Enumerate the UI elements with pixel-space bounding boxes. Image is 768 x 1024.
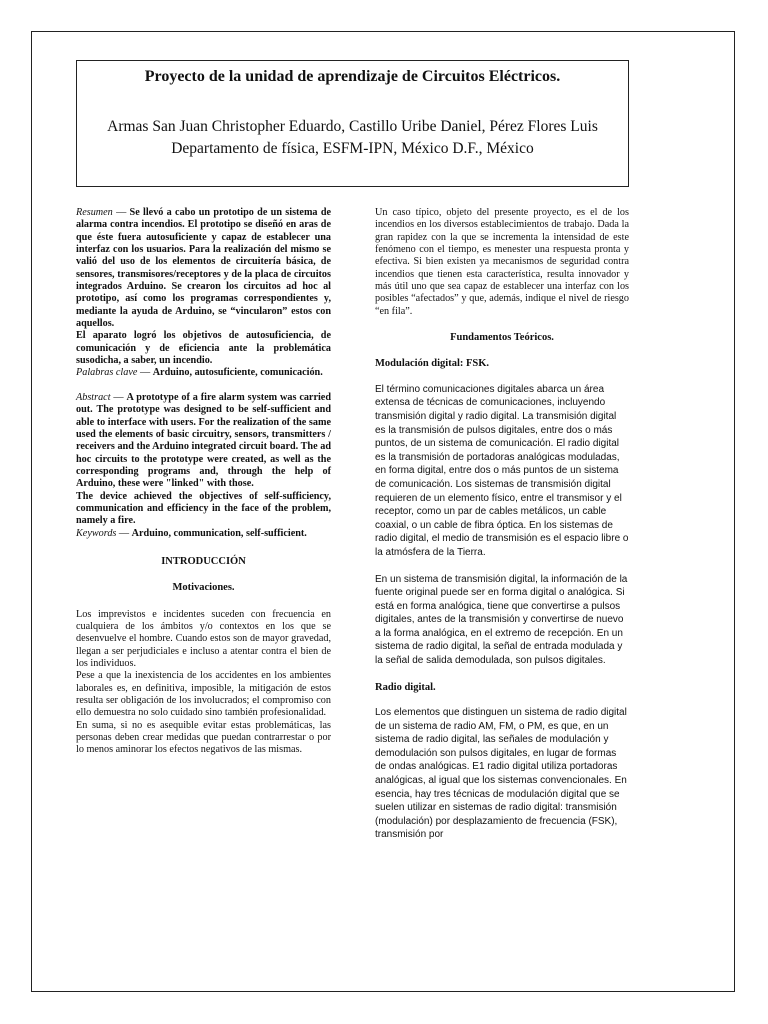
abstract-paragraph: [76, 392, 331, 491]
author-list: Armas San Juan Christopher Eduardo, Castillo Uribe Daniel, Pérez Flores Luis: [107, 118, 598, 135]
radio-paragraph-1: Los elementos que distinguen un sistema de radio digital de un sistema de radio AM, FM, o PM, es que, en un sistema de radio digital, las señales de modulación y demodulación son pulsos digitales, en lugar de formas de ondas analógicas. E1 radio digital utiliza portadoras analógicas, al igual que los sistemas convencionales. En esencia, hay tres técnicas de modulación digital que se suelen utilizar en sistemas de radio digital: transmisión (modulación) por desplazamiento de frecuencia (FSK), transmisión por: [375, 707, 627, 841]
fsk-heading: Modulación digital: FSK.: [375, 358, 490, 370]
intro-heading: INTRODUCCIÓN: [161, 555, 246, 567]
fsk-paragraph-2: En un sistema de transmisión digital, la información de la fuente original puede ser en forma digital o analógica. Si está en forma analógica, tiene que convertirse a pulsos digitales, antes de la transmisión y convertirse de nuevo a la forma analógica, en el extremo de recepción. En un sistema de radio digital, la señal de entrada modulada y la señal de salida demodulada, son pulsos digitales.: [375, 573, 628, 667]
abstract-dash: —: [110, 391, 127, 403]
title-block: [76, 60, 629, 187]
radio-digital-heading: Radio digital.: [375, 681, 436, 693]
paper-title: Proyecto de la unidad de aprendizaje de Circuitos Eléctricos.: [144, 68, 561, 85]
resumen-text: Se llevó a cabo un prototipo de un sistema de alarma contra incendios. El prototipo se diseñó en aras de que éste fuera autosuficiente y capaz de establecer una interfaz con los usuarios. Para la realización del mismo se valió del uso de los elementos de circuitería básica, de sensores, transmisores/receptores y de la placa de circuitos integrados Arduino. Se crearon los circuitos ad hoc al prototipo, así como los programas correspondientes y, mediante la ayuda de Arduino, se “vincularon” estos con aquellos.: [76, 207, 332, 330]
keywords-label: Keywords: [76, 527, 117, 539]
intro-continued: Un caso típico, objeto del presente proyecto, es el de los incendios en los diversos establecimientos de trabajo. Dada la gran rapidez con la que se incrementa la intensidad de este fenómeno con el tiempo, es menester una respuesta pronta y efectiva. Si bien existen ya mecanismos de seguridad contra incendios que tienen esta característica, resulta innovador y más útil uno que sea capaz de establecer una interfaz con los posibles “afectados” y que, además, indique el nivel de riesgo “en fila”.: [375, 207, 629, 317]
fsk-paragraph-1: El término comunicaciones digitales abarca un área extensa de técnicas de comunicaciones, incluyendo transmisión digital y radio digital. La transmisión digital es la transmisión de pulsos digitales, entre dos o más puntos, de un sistema de comunicación. El radio digital es la transmisión de portadoras analógicas moduladas, en forma digital, entre dos o más puntos de un sistema de comunicación. Los sistemas de transmisión digital requieren de un elemento físico, entre el transmisor y el receptor, como un par de cables metálicos, un cable coaxial, o un cable de fibra óptica. En los sistemas de radio digital, el medio de transmisión es el espacio libre o la atmósfera de la Tierra.: [375, 383, 629, 558]
motivaciones-heading: Motivaciones.: [172, 582, 235, 594]
resumen-label: Resumen: [76, 207, 113, 218]
palabras-dash: —: [137, 367, 153, 379]
motivaciones-paragraph-2: Pese a que la inexistencia de los accidentes en los ambientes laborales es, en definitiva, imposible, la mitigación de estos resulta ser obligación de los involucrados; el compromiso con ello demuestra no solo cuidado sino también profesionalidad.: [76, 670, 331, 719]
fundamentos-heading: Fundamentos Teóricos.: [450, 332, 554, 344]
keywords-text: Arduino, communication, self-sufficient.: [131, 527, 307, 539]
abstract-text-2: The device achieved the objectives of self-sufficiency, communication and efficiency in the face of the problem, namely a fire.: [76, 490, 331, 527]
palabras-text: Arduino, autosuficiente, comunicación.: [152, 367, 323, 379]
motivaciones-paragraph-1: Los imprevistos e incidentes suceden con frecuencia en cualquiera de los ámbitos y/o contextos en los que se desenvuelve el hombre. Cuando estos son de mayor gravedad, llegan a ser perjudiciales e incluso a atentar contra el bien de los individuos.: [76, 608, 331, 669]
resumen-text-2: El aparato logró los objetivos de autosuficiencia, de comunicación y de eficiencia ante la problemática susodicha, a saber, un incendio.: [76, 330, 331, 367]
affiliation: Departamento de física, ESFM-IPN, México D.F., México: [171, 140, 534, 157]
resumen-dash: —: [112, 207, 130, 218]
left-column: [76, 207, 331, 757]
motivaciones-paragraph-3: En suma, si no es asequible evitar estas problemáticas, las personas deben crear medidas que puedan contrarrestar o por lo menos aminorar los efectos negativos de las mismas.: [76, 719, 331, 756]
abstract-label: Abstract: [76, 391, 111, 403]
abstract-text: A prototype of a fire alarm system was carried out. The prototype was designed to be self-sufficient and able to interface with users. For the realization of the same used the elements of basic circuitry, sensors, transmitters / receivers and the Arduino integrated circuit board. The ad hoc circuits to the prototype were created, as well as the corresponding programs and, through the help of Arduino, these were "linked" with those.: [76, 391, 331, 490]
keywords-dash: —: [116, 527, 132, 539]
keywords: [76, 528, 331, 540]
palabras-label: Palabras clave: [76, 367, 138, 379]
right-column: [375, 207, 629, 842]
resumen-paragraph: [76, 207, 331, 330]
palabras-clave: [76, 367, 331, 379]
